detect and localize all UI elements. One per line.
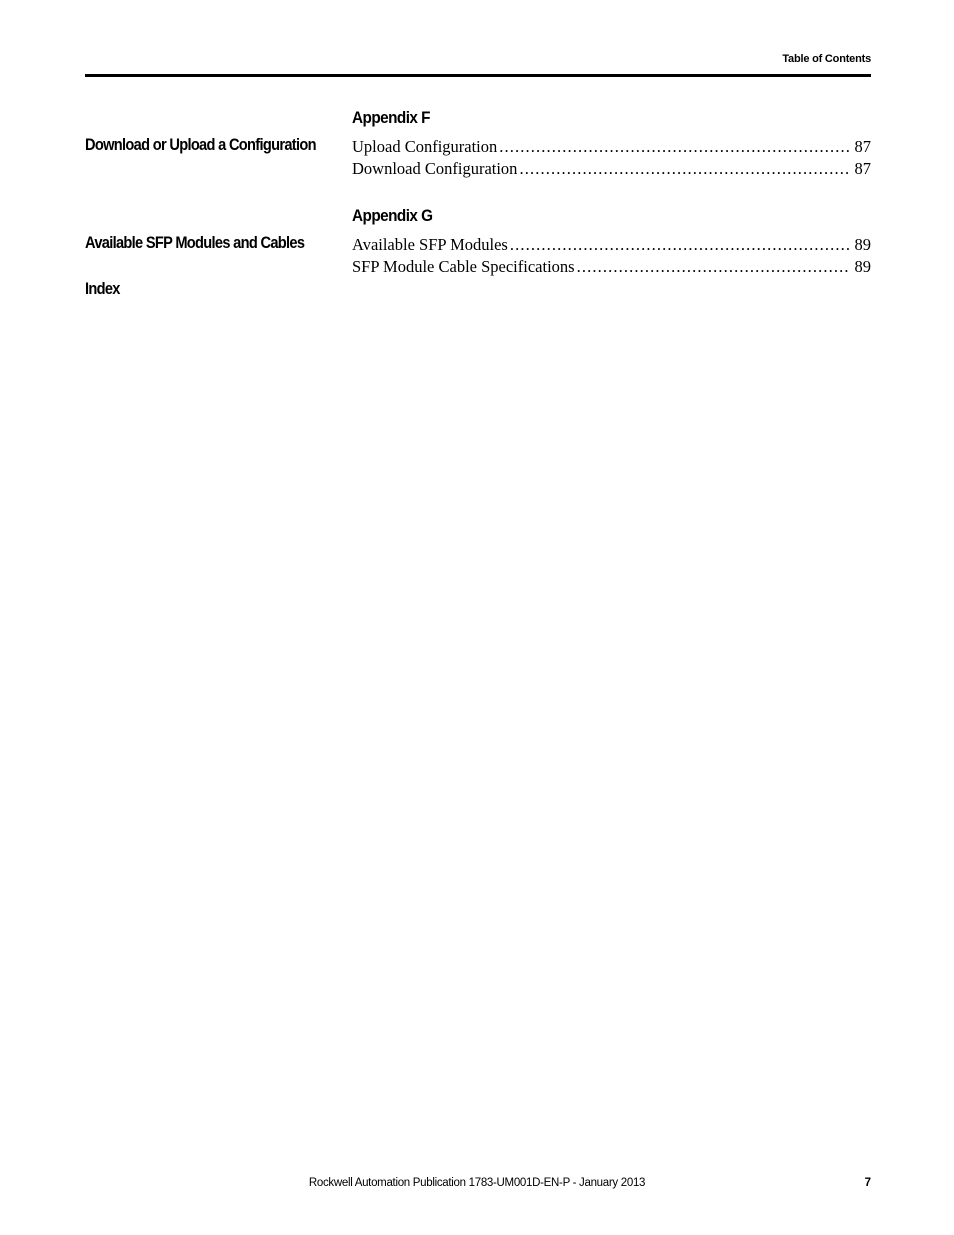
dot-leader <box>577 256 849 278</box>
toc-entry-title: Download Configuration <box>352 159 518 178</box>
footer-publication: Rockwell Automation Publication 1783-UM001D-EN-P - January 2013 <box>308 1177 646 1189</box>
footer-page-number: 7 <box>864 1177 871 1189</box>
dot-leader <box>519 158 848 180</box>
dot-leader <box>499 136 848 158</box>
side-heading-download-upload: Download or Upload a Configuration <box>85 135 316 154</box>
toc-entry-download-configuration[interactable] <box>352 158 871 180</box>
toc-entry-upload-configuration[interactable] <box>352 136 871 158</box>
appendix-g-label: Appendix G <box>352 206 433 225</box>
dot-leader <box>510 234 849 256</box>
toc-entry-title: Upload Configuration <box>352 137 498 156</box>
header-rule <box>85 74 871 77</box>
appendix-f-label: Appendix F <box>352 108 430 127</box>
toc-entry-page: 87 <box>854 137 871 156</box>
toc-entry-title: SFP Module Cable Specifications <box>352 257 575 276</box>
running-header-title: Table of Contents <box>782 53 871 65</box>
toc-entry-page: 89 <box>854 235 871 254</box>
toc-entry-available-sfp-modules[interactable] <box>352 234 871 256</box>
toc-entry-page: 89 <box>854 257 871 276</box>
side-heading-sfp-modules: Available SFP Modules and Cables <box>85 233 305 252</box>
toc-entry-title: Available SFP Modules <box>352 235 508 254</box>
toc-entry-page: 87 <box>854 159 871 178</box>
side-heading-index[interactable]: Index <box>85 279 120 298</box>
toc-entry-sfp-cable-specifications[interactable] <box>352 256 871 278</box>
